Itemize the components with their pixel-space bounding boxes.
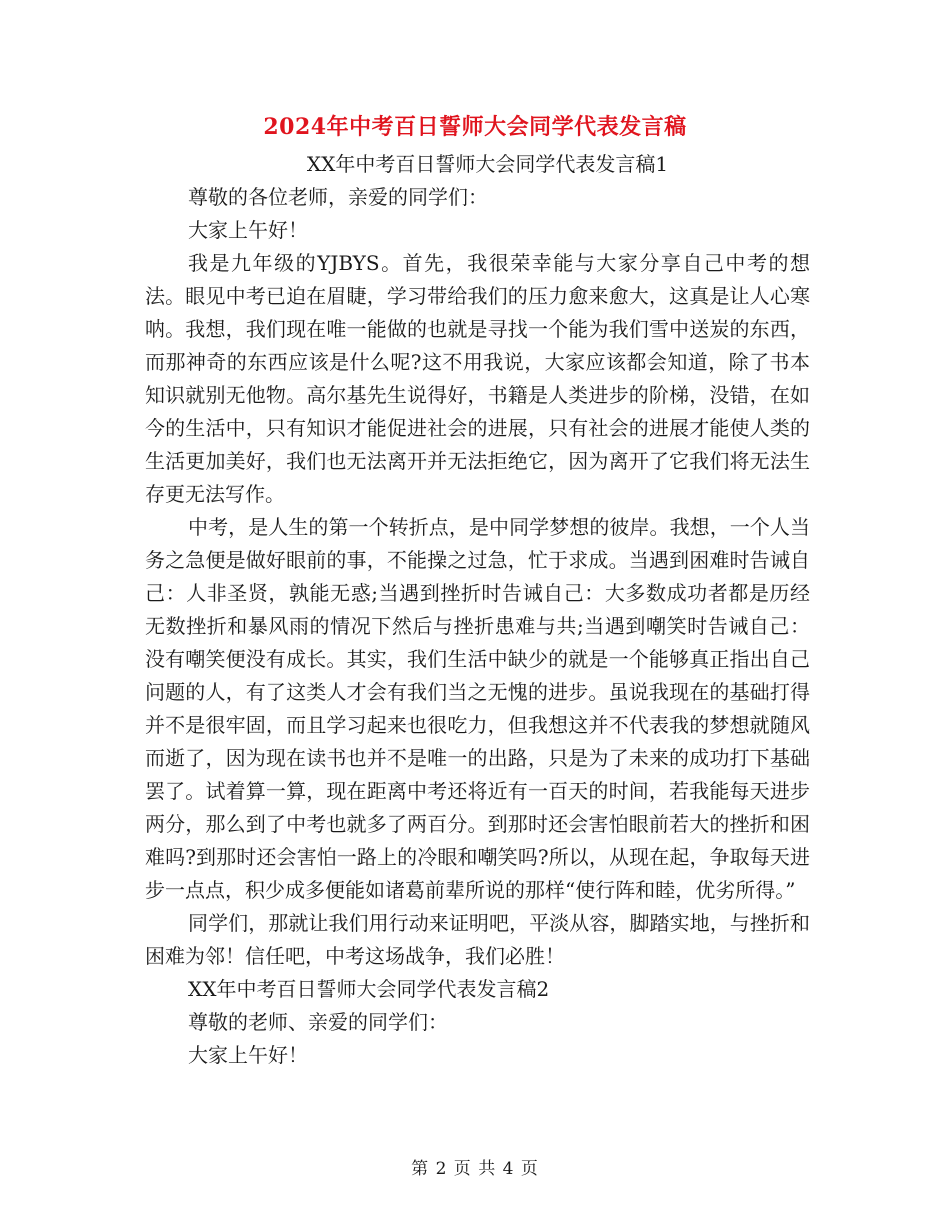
paragraph-salutation-2: 尊敬的老师、亲爱的同学们： xyxy=(188,1010,448,1034)
paragraph-salutation: 尊敬的各位老师，亲爱的同学们： xyxy=(188,185,488,209)
paragraph-greeting-2: 大家上午好！ xyxy=(188,1043,308,1067)
paragraph-closing: 同学们，那就让我们用行动来证明吧，平淡从容，脚踏实地，与挫折和困难为邻！信任吧，中考这场战争，我们必胜！ xyxy=(145,911,810,968)
section-heading-speech-2: XX年中考百日誓师大会同学代表发言稿2 xyxy=(188,977,550,1001)
paragraph-introduction: 我是九年级的YJBYS。首先，我很荣幸能与大家分享自己中考的想法。眼见中考已迫在眉睫，学习带给我们的压力愈来愈大，这真是让人心寒呐。我想，我们现在唯一能做的也就是寻找一个能为我们雪中送炭的东西，而那神奇的东西应该是什么呢?这不用我说，大家应该都会知道，除了书本知识就别无他物。高尔基先生说得好，书籍是人类进步的阶梯，没错，在如今的生活中，只有知识才能促进社会的进展，只有社会的进展才能使人类的生活更加美好，我们也无法离开并无法拒绝它，因为离开了它我们将无法生存更无法写作。 xyxy=(145,251,810,506)
document-title: 2024年中考百日誓师大会同学代表发言稿 xyxy=(263,114,687,140)
paragraph-turning-point: 中考，是人生的第一个转折点，是中同学梦想的彼岸。我想，一个人当务之急便是做好眼前的事，不能操之过急，忙于求成。当遇到困难时告诫自己：人非圣贤，孰能无惑;当遇到挫折时告诫自己：大多数成功者都是历经无数挫折和暴风雨的情况下然后与挫折患难与共;当遇到嘲笑时告诫自己：没有嘲笑便没有成长。其实，我们生活中缺少的就是一个能够真正指出自己问题的人，有了这类人才会有我们当之无愧的进步。虽说我现在的基础打得并不是很牢固，而且学习起来也很吃力，但我想这并不代表我的梦想就随风而逝了，因为现在读书也并不是唯一的出路，只是为了未来的成功打下基础罢了。试着算一算，现在距离中考还将近有一百天的时间，若我能每天进步两分，那么到了中考也就多了两百分。到那时还会害怕眼前若大的挫折和困难吗?到那时还会害怕一路上的冷眼和嘲笑吗?所以，从现在起，争取每天进步一点点，积少成多便能如诸葛前辈所说的那样“使行阵和睦，优劣所得。” xyxy=(145,515,810,902)
paragraph-greeting: 大家上午好！ xyxy=(188,218,308,242)
document-subtitle: XX年中考百日誓师大会同学代表发言稿1 xyxy=(306,152,669,176)
document-body xyxy=(145,148,810,1072)
page-number-footer: 第 2 页 共 4 页 xyxy=(411,1159,539,1179)
